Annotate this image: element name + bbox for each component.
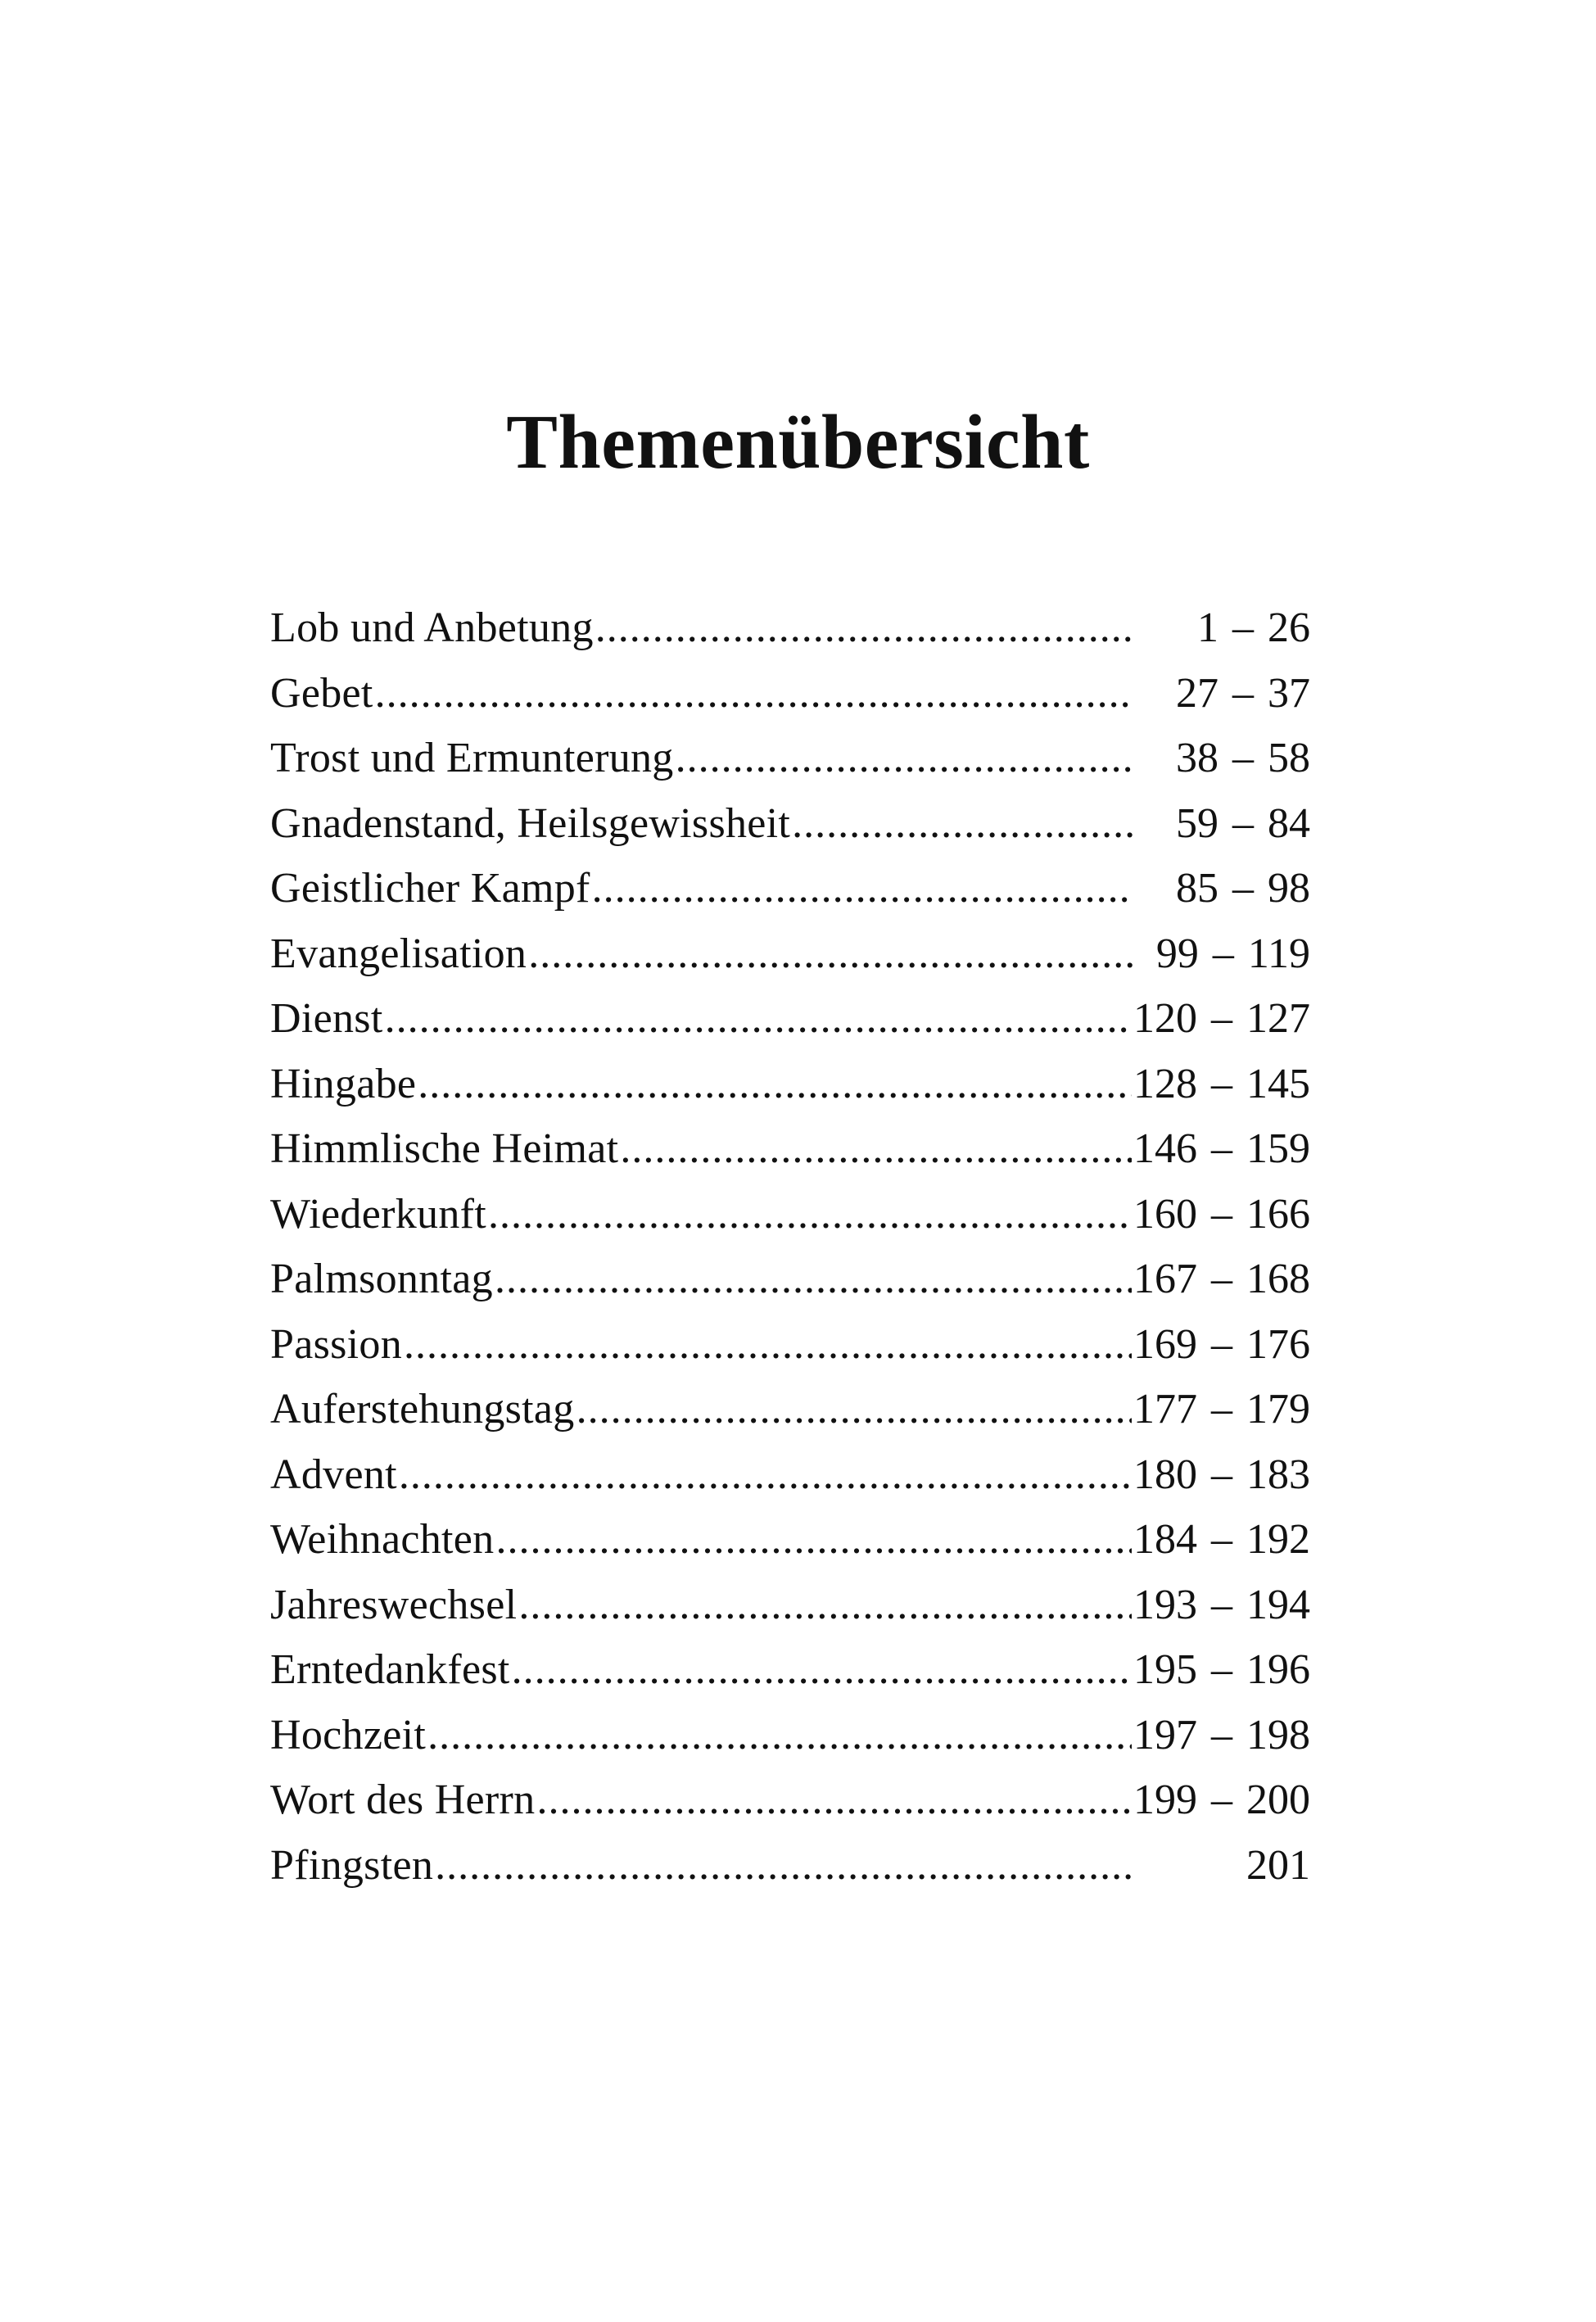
toc-topic: Trost und Ermunterung (270, 735, 674, 781)
toc-topic: Dienst (270, 995, 383, 1042)
toc-pages: 1 – 26 (1197, 604, 1310, 651)
dot-leader (528, 921, 1133, 987)
dot-leader (418, 1052, 1132, 1117)
dot-leader (488, 1182, 1132, 1247)
dot-leader (399, 1442, 1132, 1508)
dot-leader (385, 986, 1132, 1052)
toc-entry-erntedankfest (270, 1637, 1310, 1703)
toc-pages: 27 – 37 (1176, 669, 1310, 717)
toc-pages: 201 (1246, 1841, 1310, 1889)
toc-entry-himmlische-heimat (270, 1116, 1310, 1182)
toc-topic: Weihnachten (270, 1516, 495, 1563)
toc-topic: Pfingsten (270, 1841, 434, 1889)
toc-pages: 160 – 166 (1133, 1190, 1310, 1238)
toc-pages: 120 – 127 (1133, 995, 1310, 1042)
dot-leader (435, 1833, 1133, 1899)
toc-entry-gebet (270, 661, 1310, 726)
toc-pages: 99 – 119 (1155, 930, 1310, 977)
toc-topic: Geistlicher Kampf (270, 865, 590, 912)
toc-entry-dienst (270, 986, 1310, 1052)
toc-pages: 193 – 194 (1133, 1581, 1310, 1628)
toc-topic: Auferstehungstag (270, 1386, 575, 1433)
dot-leader (375, 661, 1133, 726)
toc-entry-trost-und-ermunterung (270, 726, 1310, 791)
toc-entry-wort-des-herrn (270, 1768, 1310, 1833)
toc-topic: Himmlische Heimat (270, 1125, 619, 1172)
toc-pages: 184 – 192 (1133, 1516, 1310, 1563)
toc-entry-weihnachten (270, 1507, 1310, 1573)
toc-entry-geistlicher-kampf (270, 856, 1310, 921)
dot-leader (518, 1573, 1132, 1638)
toc-entry-gnadenstand (270, 791, 1310, 857)
toc-topic: Wiederkunft (270, 1190, 486, 1238)
toc-topic: Hochzeit (270, 1711, 427, 1758)
toc-topic: Evangelisation (270, 930, 527, 977)
toc-entry-hochzeit (270, 1703, 1310, 1768)
toc-entry-palmsonntag (270, 1247, 1310, 1312)
toc-topic: Gebet (270, 669, 373, 717)
toc-topic: Advent (270, 1451, 397, 1498)
toc-entry-wiederkunft (270, 1182, 1310, 1247)
dot-leader (495, 1247, 1132, 1312)
toc-pages: 169 – 176 (1133, 1320, 1310, 1368)
toc-topic: Wort des Herrn (270, 1777, 536, 1823)
toc-pages: 128 – 145 (1133, 1060, 1310, 1107)
dot-leader (620, 1116, 1132, 1182)
table-of-contents (270, 595, 1310, 1898)
toc-pages: 38 – 58 (1176, 735, 1310, 781)
dot-leader (792, 791, 1133, 857)
toc-entry-hingabe (270, 1052, 1310, 1117)
toc-entry-passion (270, 1312, 1310, 1378)
toc-entry-lob-und-anbetung (270, 595, 1310, 661)
toc-entry-advent (270, 1442, 1310, 1508)
toc-topic: Hingabe (270, 1060, 417, 1107)
toc-pages: 180 – 183 (1133, 1451, 1310, 1498)
toc-pages: 197 – 198 (1133, 1711, 1310, 1758)
toc-entry-evangelisation (270, 921, 1310, 987)
toc-pages: 167 – 168 (1133, 1256, 1310, 1302)
dot-leader (495, 1507, 1132, 1573)
toc-pages: 85 – 98 (1176, 865, 1310, 912)
dot-leader (404, 1312, 1132, 1378)
dot-leader (595, 595, 1133, 661)
toc-pages: 59 – 84 (1176, 799, 1310, 847)
toc-topic: Jahreswechsel (270, 1581, 518, 1628)
dot-leader (592, 856, 1133, 921)
toc-topic: Erntedankfest (270, 1646, 510, 1693)
toc-pages: 195 – 196 (1133, 1646, 1310, 1693)
toc-entry-jahreswechsel (270, 1573, 1310, 1638)
toc-pages: 146 – 159 (1133, 1125, 1310, 1172)
toc-entry-pfingsten (270, 1833, 1310, 1899)
toc-pages: 199 – 200 (1133, 1777, 1310, 1823)
dot-leader (576, 1377, 1132, 1442)
dot-leader (676, 726, 1133, 791)
toc-topic: Gnadenstand, Heilsgewissheit (270, 799, 791, 847)
toc-topic: Passion (270, 1320, 403, 1368)
toc-pages: 177 – 179 (1133, 1386, 1310, 1433)
toc-topic: Lob und Anbetung (270, 604, 594, 651)
page-title: Themenübersicht (506, 400, 1090, 485)
toc-entry-auferstehungstag (270, 1377, 1310, 1442)
dot-leader (427, 1703, 1132, 1768)
dot-leader (536, 1768, 1132, 1833)
toc-topic: Palmsonntag (270, 1256, 493, 1302)
dot-leader (512, 1637, 1132, 1703)
